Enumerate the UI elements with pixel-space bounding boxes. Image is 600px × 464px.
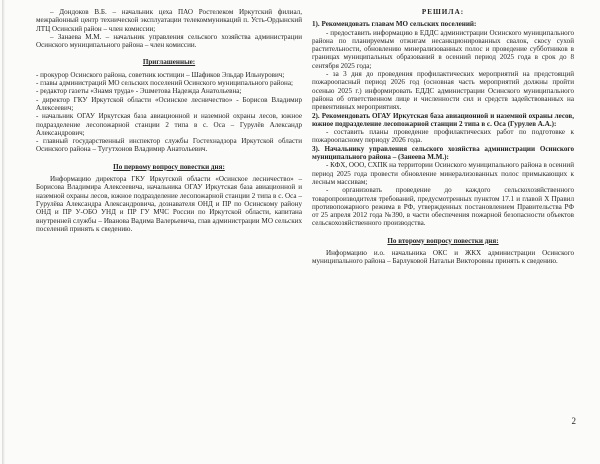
invited-item: - прокурор Осинского района, советник юстиции – Шафиков Эльдар Ильнурович;	[36, 70, 285, 79]
section1-heading: 1). Рекомендовать главам МО сельских поселений:	[312, 20, 477, 29]
q1-heading: По первому вопросу повестки дня:	[113, 162, 225, 171]
q1-text: Информацию директора ГКУ Иркутской области «Осинское лесничество» – Борисова Владимира Алексеевича, начальника ОГАУ Иркутская база авиационной и наземной охраны лесов, южное подразделение лесопожарной станции 2 типа в с. Оса – Гурулёва Александра Александровича, дознавателя ОНД и ПР по Осинскому району ОНД и ПР У-ОБО УНД и ПР ГУ МЧС России по Иркутской области, капитана внутренней службы – Иванова Вадима Валерьевича, глав администрации МО сельских поселений принять к сведению.	[36, 175, 302, 233]
section3-item: - КФХ, ООО, СХПК на территории Осинского муниципального района в осенний период 2025 года провести обновление минерализованных полос примыкающих к лесным массивам;	[312, 161, 574, 186]
invited-item: - начальник ОГАУ Иркутская база авиационной и наземной охраны лесов, южное подразделение лесопожарной станции 2 типа в с. Оса – Гурулёв Александр Александрович;	[36, 112, 302, 137]
member-zanaeva: – Занаева М.М. – начальник управления сельского хозяйства администрации Осинского муниципального района – член комиссии.	[36, 32, 302, 50]
invited-item: - главный государственный инспектор службы Гостехнадзора Иркутской области Осинского района – Тугутхонов Владимир Анатольевич.	[36, 137, 302, 154]
page-number: 2	[571, 416, 576, 426]
section2-heading: 2). Рекомендовать ОГАУ Иркутская база авиационной и наземной охраны лесов, южное подразделение лесопожарной станции 2 типа в с. Оса (Гурулев А.А.):	[312, 111, 574, 128]
section2-item: - составить планы проведение профилактических работ по подготовке к пожароопасному периоду 2026 года.	[312, 128, 574, 145]
section1-item: - предоставить информацию в ЕДДС администрации Осинского муниципального района по планируемым отжигам несанкционированных свалок, скосу сухой растительности, обновлению минерализованных полос и проведение субботников в границах муниципальных образований в осенний период 2025 года в срок до 8 сентября 2025 года;	[312, 28, 574, 70]
q2-text: Информацию и.о. начальника ОКС и ЖКХ администрации Осинского муниципального района – Барлуковой Натальи Викторовны принять к сведению.	[312, 249, 574, 266]
section1-item: - за 3 дня до проведения профилактических мероприятий на предстоящий пожароопасный период 2026 год (основная часть мероприятий должны пройти осенью 2025 г.) информировать ЕДДС администрации Осинского муниципального района об ответственном лице и численности сил и средств задействованных на превентивных мероприятиях.	[312, 70, 574, 112]
scan-edge-shadow	[2, 0, 5, 464]
invited-heading: Приглашенные:	[142, 58, 196, 67]
section3-item: - организовать проведение до каждого сельскохозяйственного товаропроизводителя требований, предусмотренных пунктом 17.1 и главой X Правил противопожарного режима в РФ, утвержденных постановлением Правительства РФ от 25 апреля 2012 года №390, в части обеспечения пожарной безопасности объектов сельскохозяйственного производства.	[312, 186, 574, 228]
invited-item: - директор ГКУ Иркутской области «Осинское лесничество» - Борисов Владимир Алексеевич;	[36, 95, 302, 112]
member-dondokov: – Дондоков В.Б. – начальник цеха ПАО Ростелеком Иркутский филиал, межрайонный центр технической эксплуатации телекоммуникаций п. Усть-Ордынский ЛТЦ Осинский район – член комиссии;	[36, 8, 302, 33]
right-column	[312, 8, 574, 266]
q2-heading: По второму вопросу повестки дня:	[387, 236, 499, 245]
section3-heading: 3). Начальнику управления сельского хозяйства администрации Осинского муниципального района – (Занеева М.М.):	[312, 144, 574, 162]
invited-item: - редактор газеты «Знамя труда» - Эшметова Надежда Анатольевна;	[36, 87, 242, 96]
left-column	[36, 8, 302, 233]
decided-heading: РЕШИЛА:	[421, 8, 465, 16]
invited-item: - главы администраций МО сельских поселений Осинского муниципального района;	[36, 79, 293, 88]
